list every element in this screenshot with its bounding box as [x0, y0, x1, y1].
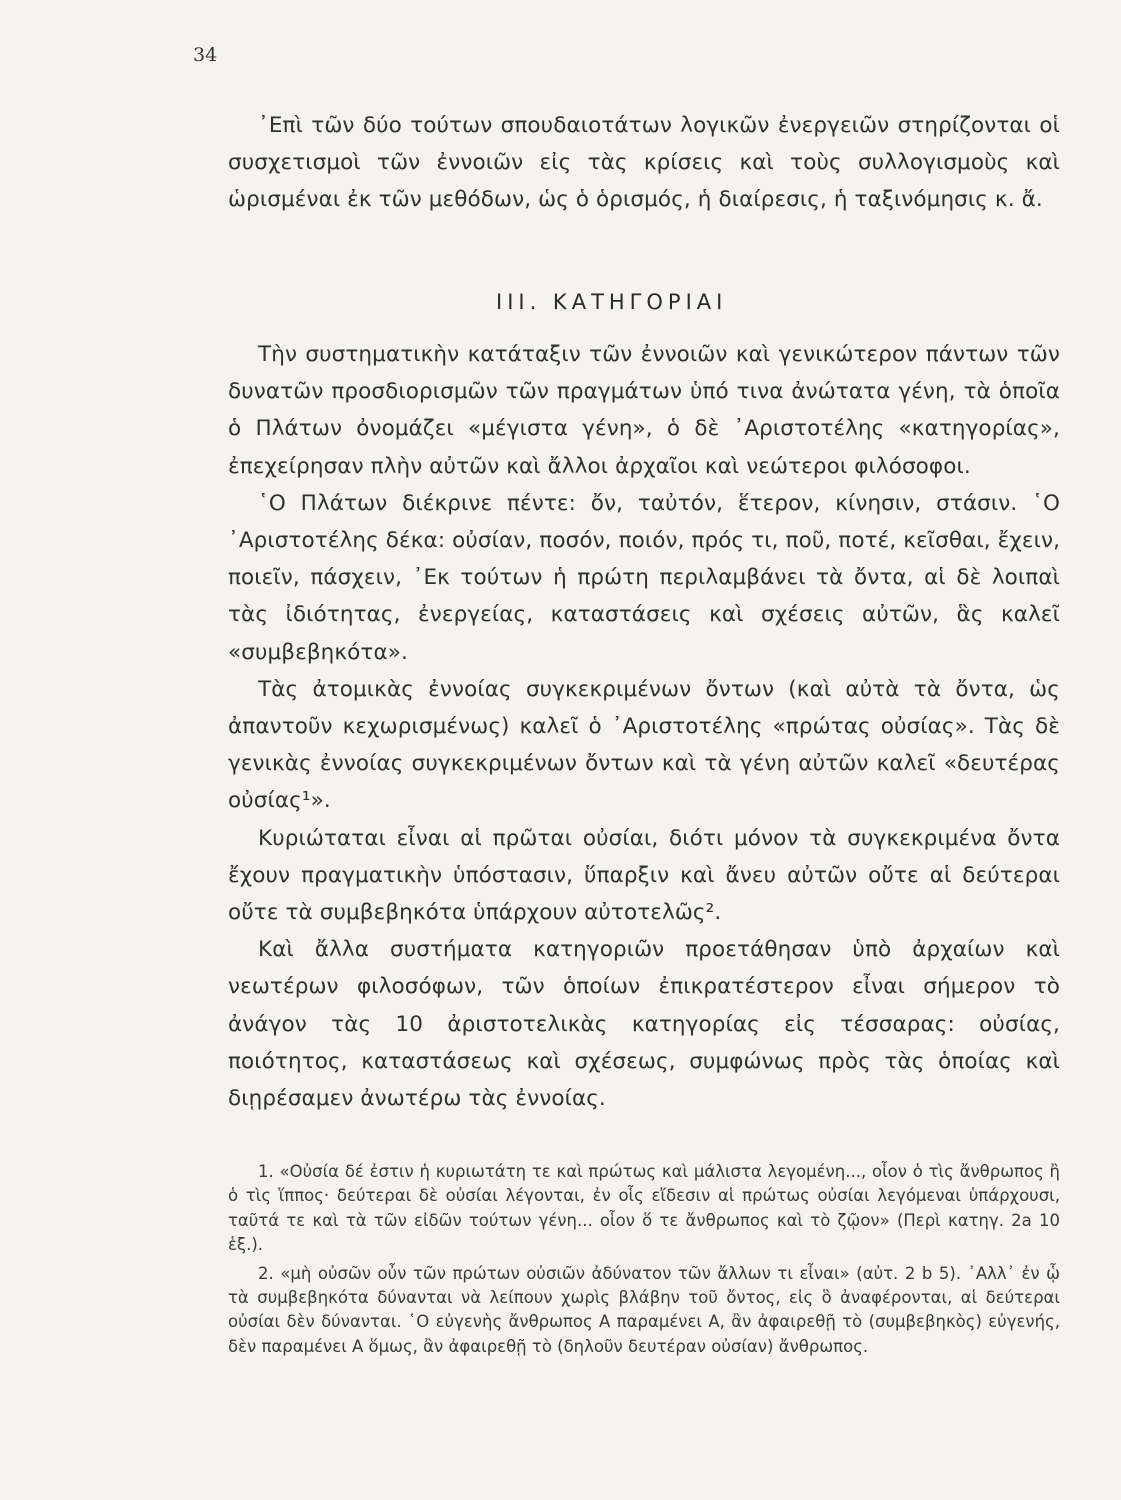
intro-text-block — [228, 107, 1060, 219]
footnotes — [228, 1160, 1060, 1363]
paragraph: ᾿Επὶ τῶν δύο τούτων σπουδαιοτάτων λογικῶν ἐνεργειῶν στηρίζονται οἱ συσχετισμοὶ τῶν ἐννοιῶν εἰς τὰς κρίσεις καὶ τοὺς συλλογισμοὺς καὶ ὡρισμέναι ἐκ τῶν μεθόδων, ὡς ὁ ὁρισμός, ἡ διαίρεσις, ἡ ταξινόμησις κ. ἄ. — [228, 113, 1060, 213]
page-number: 34 — [193, 44, 218, 66]
paragraph: Τὰς ἀτομικὰς ἐννοίας συγκεκριμένων ὄντων (καὶ αὐτὰ τὰ ὄντα, ὡς ἀπαντοῦν κεχωρισμένως) καλεῖ ὁ ᾿Αριστοτέλης «πρώτας οὐσίας». Τὰς δὲ γενικὰς ἐννοίας συγκεκριμένων ὄντων καὶ τὰ γένη αὐτῶν καλεῖ «δευτέρας οὐσίας¹». — [228, 676, 1060, 814]
paragraph: Καὶ ἄλλα συστήματα κατηγοριῶν προετάθησαν ὑπὸ ἀρχαίων καὶ νεωτέρων φιλοσόφων, τῶν ὁποίων ἐπικρατέστερον εἶναι σήμερον τὸ ἀνάγον τὰς 10 ἀριστοτελικὰς κατηγορίας εἰς τέσσαρας: οὐσίας, ποιότητος, καταστάσεως καὶ σχέσεως, συμφώνως πρὸς τὰς ὁποίας καὶ διῃρέσαμεν ἀνωτέρω τὰς ἐννοίας. — [228, 937, 1060, 1112]
footnote-1: 1. «Οὐσία δέ ἐστιν ἡ κυριωτάτη τε καὶ πρώτως καὶ μάλιστα λεγομένη..., οἷον ὁ τὶς ἄνθρωπος ἢ ὁ τὶς ἵππος· δεύτεραι δὲ οὐσίαι λέγονται, ἐν οἷς εἴδεσιν αἱ πρώτως οὐσίαι λεγόμεναι ὑπάρχουσι, ταῦτά τε καὶ τὰ τῶν εἰδῶν τούτων γένη... οἷον ὅ τε ἄνθρωπος καὶ τὸ ζῷον» (Περὶ κατηγ. 2a 10 ἑξ.). — [228, 1162, 1060, 1255]
paragraph: Κυριώταται εἶναι αἱ πρῶται οὐσίαι, διότι μόνον τὰ συγκεκριμένα ὄντα ἔχουν πραγματικὴν ὑπόστασιν, ὕπαρξιν καὶ ἄνευ αὐτῶν οὔτε αἱ δεύτεραι οὔτε τὰ συμβεβηκότα ὑπάρχουν αὐτοτελῶς². — [228, 825, 1060, 926]
paragraph: Τὴν συστηματικὴν κατάταξιν τῶν ἐννοιῶν καὶ γενικώτερον πάντων τῶν δυνατῶν προσδιορισμῶν τῶν πραγμάτων ὑπό τινα ἀνώτατα γένη, τὰ ὁποῖα ὁ Πλάτων ὀνομάζει «μέγιστα γένη», ὁ δὲ ᾿Αριστοτέλης «κατηγορίας», ἐπεχείρησαν πλὴν αὐτῶν καὶ ἄλλοι ἀρχαῖοι καὶ νεώτεροι φιλόσοφοι. — [228, 342, 1060, 479]
section-text-block — [228, 336, 1060, 1117]
footnote-2: 2. «μὴ οὐσῶν οὖν τῶν πρώτων οὐσιῶν ἀδύνατον τῶν ἄλλων τι εἶναι» (αὐτ. 2 b 5). ᾿Αλλ᾿ ἐν ᾧ τὰ συμβεβηκότα δύνανται νὰ λείπουν χωρὶς βλάβην τοῦ ὄντος, εἰς ὃ ἀναφέρονται, αἱ δεύτεραι οὐσίαι δὲν δύνανται. ῾Ο εὐγενὴς ἄνθρωπος Α παραμένει Α, ἂν ἀφαιρεθῇ τὸ (συμβεβηκὸς) εὐγενής, δὲν παραμένει Α ὅμως, ἂν ἀφαιρεθῇ τὸ (δηλοῦν δευτέραν οὐσίαν) ἄνθρωπος. — [228, 1263, 1060, 1356]
section-heading: III. ΚΑΤΗΓΟΡΙΑΙ — [496, 290, 728, 314]
paragraph: ῾Ο Πλάτων διέκρινε πέντε: ὄν, ταὐτόν, ἕτερον, κίνησιν, στάσιν. ῾Ο ᾿Αριστοτέλης δέκα: οὐσίαν, ποσόν, ποιόν, πρός τι, ποῦ, ποτέ, κεῖσθαι, ἔχειν, ποιεῖν, πάσχειν, ᾿Εκ τούτων ἡ πρώτη περιλαμβάνει τὰ ὄντα, αἱ δὲ λοιπαὶ τὰς ἰδιότητας, ἐνεργείας, καταστάσεις καὶ σχέσεις αὐτῶν, ἃς καλεῖ «συμβεβηκότα». — [228, 490, 1060, 665]
